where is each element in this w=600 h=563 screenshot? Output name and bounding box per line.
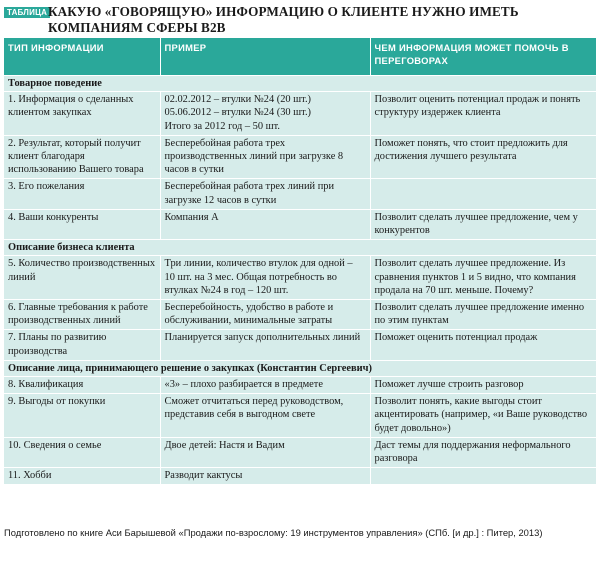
header-benefit: ЧЕМ ИНФОРМАЦИЯ МОЖЕТ ПОМОЧЬ В ПЕРЕГОВОРАХ [370, 38, 596, 76]
cell-type: 1. Информация о сделанных клиентом закупках [4, 92, 160, 136]
table-row [4, 300, 596, 330]
cell-benefit: Позволит понять, какие выгоды стоит акцентировать (например, «и Ваше руководство будет довольно») [370, 394, 596, 438]
cell-example: Планируется запуск дополнительных линий [160, 330, 370, 360]
section-row [4, 240, 596, 256]
cell-example: Двое детей: Настя и Вадим [160, 437, 370, 467]
cell-type: 2. Результат, который получит клиент благодаря использованию Вашего товара [4, 135, 160, 179]
cell-benefit: Позволит сделать лучшее предложение, чем у конкурентов [370, 209, 596, 239]
cell-type: 9. Выгоды от покупки [4, 394, 160, 438]
table-row [4, 256, 596, 300]
header-example: ПРИМЕР [160, 38, 370, 76]
cell-type: 4. Ваши конкуренты [4, 209, 160, 239]
cell-example: «3» – плохо разбирается в предмете [160, 377, 370, 394]
cell-example: Компания А [160, 209, 370, 239]
footnote: Подготовлено по книге Аси Барышевой «Продажи по-взрослому: 19 инструментов управления» (СПб. [и др.] : Питер, 2013) [4, 527, 543, 538]
cell-benefit [370, 468, 596, 485]
cell-type: 6. Главные требования к работе производственных линий [4, 300, 160, 330]
cell-example: Бесперебойность, удобство в работе и обслуживании, минимальные затраты [160, 300, 370, 330]
cell-benefit: Позволит сделать лучшее предложение. Из сравнения пунктов 1 и 5 видно, что компания продала на 70 шт. меньше. Почему? [370, 256, 596, 300]
table-row [4, 377, 596, 394]
header-type: ТИП ИНФОРМАЦИИ [4, 38, 160, 76]
table-row [4, 437, 596, 467]
cell-benefit: Поможет понять, что стоит предложить для достижения лучшего результата [370, 135, 596, 179]
section-title: Описание лица, принимающего решение о закупках (Константин Сергеевич) [4, 360, 596, 376]
info-table [4, 38, 596, 484]
cell-benefit: Даст темы для поддержания неформального разговора [370, 437, 596, 467]
table-row [4, 468, 596, 485]
page-title: КАКУЮ «ГОВОРЯЩУЮ» ИНФОРМАЦИЮ О КЛИЕНТЕ НУЖНО ИМЕТЬ КОМПАНИЯМ СФЕРЫ B2B [48, 4, 519, 35]
info-table-wrapper [4, 38, 596, 484]
cell-benefit: Поможет оценить потенциал продаж [370, 330, 596, 360]
section-title: Описание бизнеса клиента [4, 240, 596, 256]
table-row [4, 179, 596, 209]
cell-benefit [370, 179, 596, 209]
cell-example: 02.02.2012 – втулки №24 (20 шт.) 05.06.2012 – втулки №24 (30 шт.) Итого за 2012 год – 50 шт. [160, 92, 370, 136]
table-row [4, 394, 596, 438]
table-row [4, 92, 596, 136]
section-row [4, 360, 596, 376]
table-body [4, 76, 596, 485]
cell-type: 10. Сведения о семье [4, 437, 160, 467]
cell-type: 3. Его пожелания [4, 179, 160, 209]
cell-type: 7. Планы по развитию производства [4, 330, 160, 360]
cell-type: 8. Квалификация [4, 377, 160, 394]
cell-type: 11. Хобби [4, 468, 160, 485]
cell-example: Три линии, количество втулок для одной – 10 шт. на 3 мес. Общая потребность во втулках №24 в год – 120 шт. [160, 256, 370, 300]
cell-benefit: Позволит оценить потенциал продаж и понять структуру издержек клиента [370, 92, 596, 136]
section-title: Товарное поведение [4, 76, 596, 92]
table-header-row [4, 38, 596, 76]
cell-example: Бесперебойная работа трех линий при загрузке 12 часов в сутки [160, 179, 370, 209]
cell-benefit: Позволит сделать лучшее предложение именно по этим пунктам [370, 300, 596, 330]
cell-example: Бесперебойная работа трех производственных линий при загрузке 8 часов в сутки [160, 135, 370, 179]
cell-example: Сможет отчитаться перед руководством, представив себя в выгодном свете [160, 394, 370, 438]
cell-example: Разводит кактусы [160, 468, 370, 485]
table-badge: ТАБЛИЦА [4, 7, 50, 18]
table-row [4, 135, 596, 179]
table-row [4, 330, 596, 360]
cell-benefit: Поможет лучше строить разговор [370, 377, 596, 394]
title-row [4, 4, 596, 36]
cell-type: 5. Количество производственных линий [4, 256, 160, 300]
section-row [4, 76, 596, 92]
table-row [4, 209, 596, 239]
